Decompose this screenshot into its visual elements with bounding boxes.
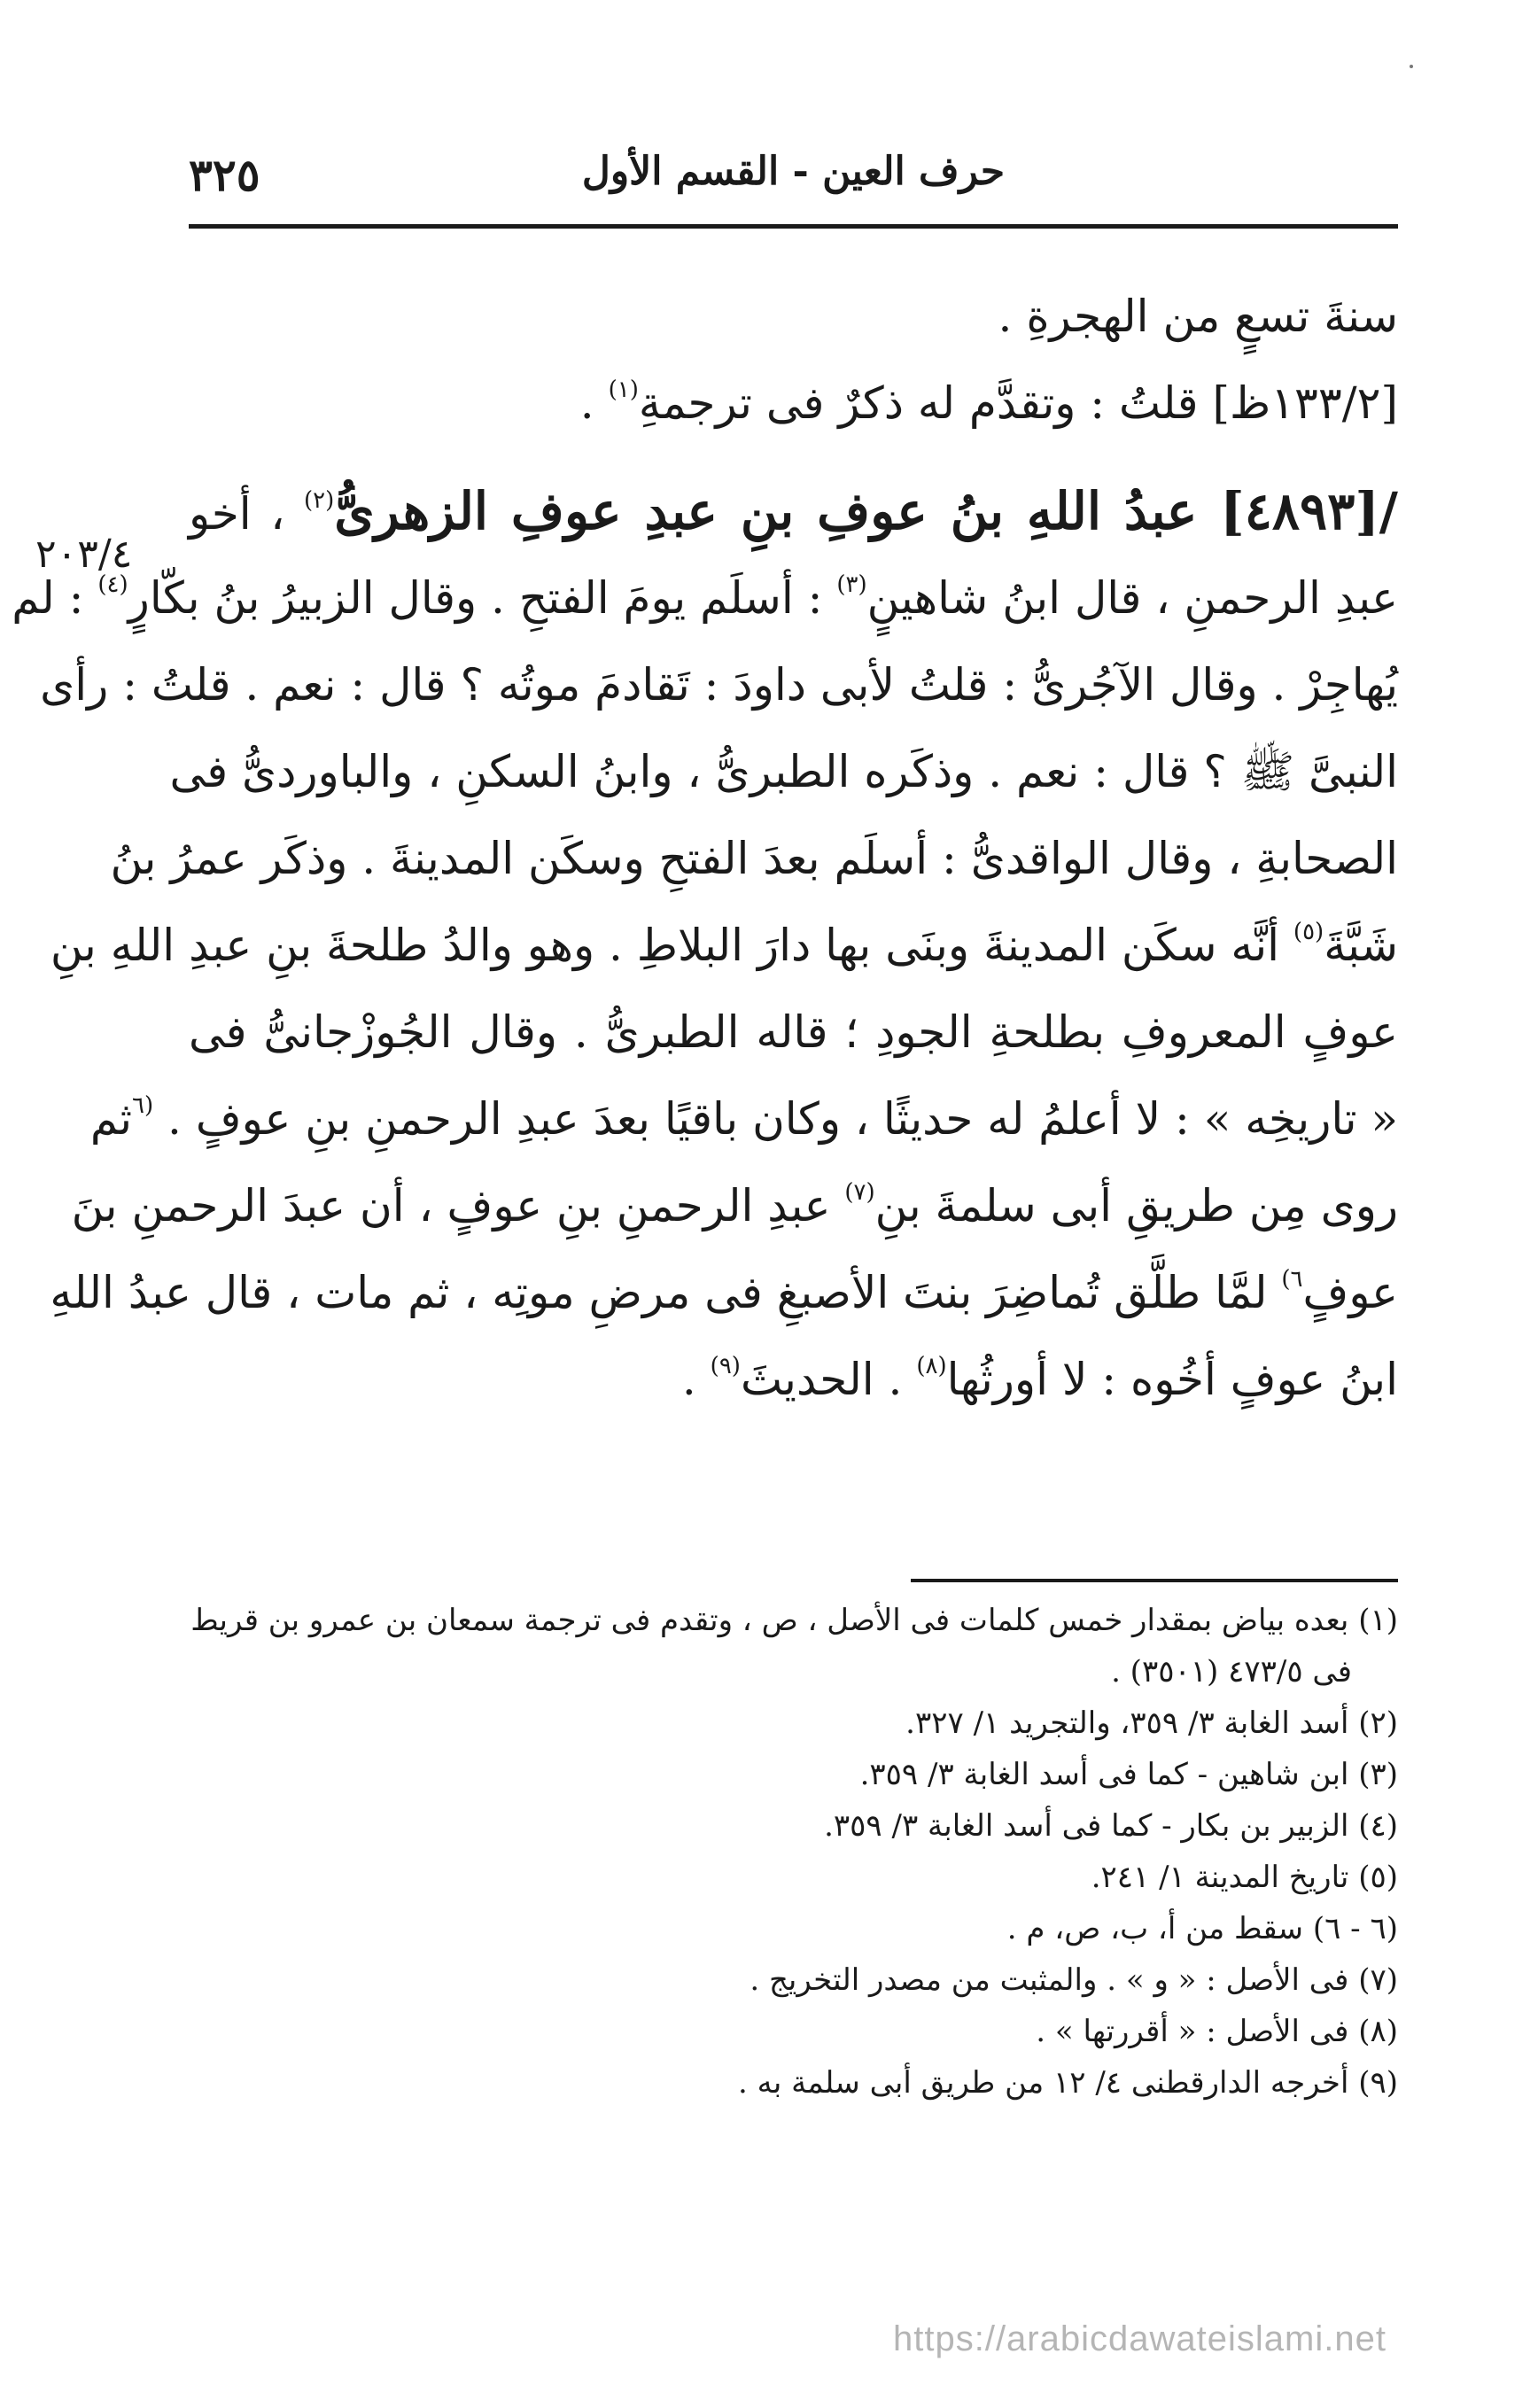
watermark-url: https://arabicdawateislami.net <box>893 2319 1387 2358</box>
footnote: (٦ - ٦) سقط من أ، ب، ص، م . <box>1006 1911 1398 1946</box>
footnote-marker: (٤) <box>97 571 128 598</box>
footnote: (٨) فى الأصل : « أقررتها » . <box>1036 2014 1398 2049</box>
page-number: ٣٢٥ <box>189 149 260 201</box>
text-line: روى مِن طريقِ أبى سلمةَ بنِ$^{(٧)}$ عبدِ الرحمنِ بنِ عوفٍ ، أن عبدَ الرحمنِ بنَ <box>71 1179 1398 1231</box>
footnote: (٤) الزبير بن بكار - كما فى أسد الغابة ٣/ ٣٥٩. <box>824 1808 1398 1844</box>
text-line: النبىَّ ﷺ ؟ قال : نعم . وذكَره الطبرىُّ ، وابنُ السكنِ ، والباوردىُّ فى <box>169 746 1398 797</box>
footnote-continuation: فى ٤٧٣/٥ (٣٥٠١) . <box>1111 1654 1352 1689</box>
text-line: عوفٍ$^{٦)}$ لمَّا طلَّق تُماضِرَ بنتَ الأصبغِ فى مرضِ موتِه ، ثم مات ، قال عبدُ اللهِ <box>50 1266 1398 1318</box>
text-line: [١٣٣/٢ظ] قلتُ : وتقدَّم له ذكرٌ فى ترجمةِ$^{(١)}$ . <box>579 377 1398 429</box>
text-line: عوفٍ المعروفِ بطلحةِ الجودِ ؛ قاله الطبرىُّ . وقال الجُوزْجانىُّ فى <box>189 1006 1398 1058</box>
footnote-marker: (٢) <box>303 487 335 514</box>
margin-reference: ٢٠٣/٤ <box>35 532 133 577</box>
text-line: الصحابةِ ، وقال الواقدىُّ : أسلَم بعدَ الفتحِ وسكَن المدينةَ . وذكَر عمرُ بنُ <box>110 833 1398 884</box>
text-line: سنةَ تسعٍ من الهجرةِ . <box>998 291 1398 342</box>
text-line: ابنُ عوفٍ أخُوه : لا أورثُها$^{(٨)}$ . الحديثَ$^{(٩)}$ . <box>681 1353 1398 1405</box>
text-line: « تاريخِه » : لا أعلمُ له حديثًا ، وكان باقيًا بعدَ عبدِ الرحمنِ بنِ عوفٍ . $^{(٦}$ثم <box>89 1092 1398 1145</box>
footnote-marker: (٦ <box>132 1092 154 1119</box>
footnote-marker: (٥) <box>1293 919 1324 945</box>
footnote: (١) بعده بياض بمقدار خمس كلمات فى الأصل ، ص ، وتقدم فى ترجمة سمعان بن عمرو بن قريط <box>190 1603 1398 1638</box>
header-rule <box>189 224 1398 229</box>
footnote-marker: (٨) <box>916 1353 947 1379</box>
footnote: (٣) ابن شاهين - كما فى أسد الغابة ٣/ ٣٥٩. <box>859 1757 1398 1792</box>
scan-speck <box>1410 65 1413 68</box>
footnote: (٧) فى الأصل : « و » . والمثبت من مصدر التخريج . <box>750 1962 1398 1998</box>
footnote-marker: ٦) <box>1281 1266 1303 1293</box>
footnotes <box>189 1595 1398 2109</box>
footnote-marker: (٧) <box>844 1179 875 1206</box>
entry-gap <box>189 447 1398 468</box>
text-line: شَبَّةَ$^{(٥)}$ أنَّه سكَن المدينةَ وبنَى بها دارَ البلاطِ . وهو والدُ طلحةَ بنِ عبدِ اللهِ بنِ <box>50 919 1398 971</box>
footnote: (٢) أسد الغابة ٣/ ٣٥٩، والتجريد ١/ ٣٢٧. <box>905 1705 1398 1741</box>
footnote: (٥) تاريخ المدينة ١/ ٢٤١. <box>1091 1860 1398 1895</box>
entry-heading-line: /[٤٨٩٣] عبدُ اللهِ بنُ عوفِ بنِ عبدِ عوفِ الزهرىُّ$^{(٢)}$ ، أخو <box>189 481 1398 541</box>
page-header <box>189 142 1398 213</box>
entry-title: /[٤٨٩٣] عبدُ اللهِ بنُ عوفِ بنِ عبدِ عوفِ الزهرىُّ <box>334 481 1398 541</box>
text-line: عبدِ الرحمنِ ، قال ابنُ شاهينٍ$^{(٣)}$ : أسلَم يومَ الفتحِ . وقال الزبيرُ بنُ بكّارٍ$^{(٤)}$ : لم <box>12 571 1398 624</box>
text-line: يُهاجِرْ . وقال الآجُرىُّ : قلتُ لأبى داودَ : تَقادمَ موتُه ؟ قال : نعم . قلتُ : رأى <box>40 659 1398 711</box>
footnote-marker: (٩) <box>710 1353 741 1379</box>
footnote-marker: (١) <box>608 377 639 403</box>
footnote: (٩) أخرجه الدارقطنى ٤/ ١٢ من طريق أبى سلمة به . <box>738 2065 1398 2101</box>
footnote-marker: (٣) <box>836 571 867 598</box>
footnote-separator <box>911 1579 1398 1582</box>
running-title: حرف العين - القسم الأول <box>581 149 1006 194</box>
